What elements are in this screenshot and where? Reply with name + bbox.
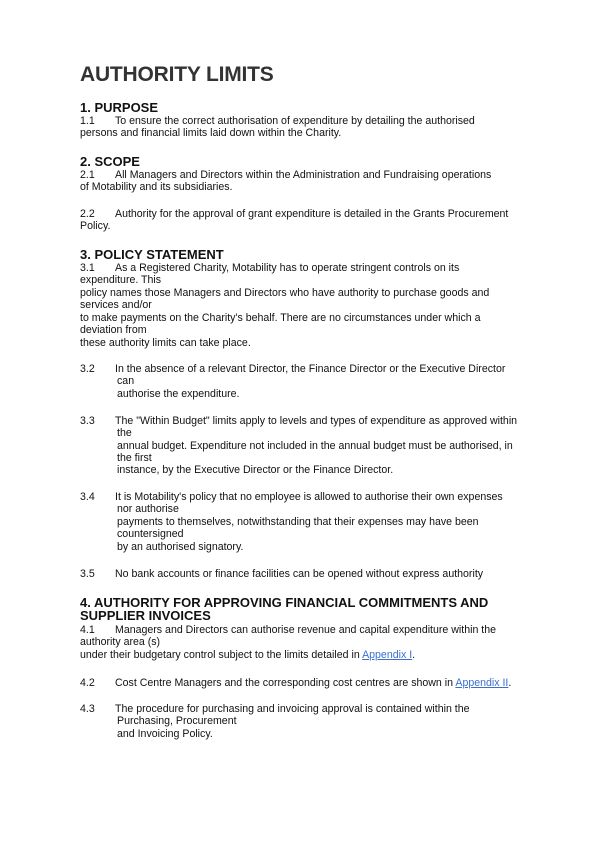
paragraph-2-1: 2.1 All Managers and Directors within the Administration and Fundraising operations	[80, 169, 492, 181]
paragraph-line: instance, by the Executive Director or the Finance Director.	[117, 464, 394, 476]
paragraph-2-2: 2.2 Authority for the approval of grant expenditure is detailed in the Grants Procurement	[80, 208, 509, 220]
paragraph-4-3: 4.3 The procedure for purchasing and invoicing approval is contained within the	[80, 703, 470, 715]
paragraph-4-2: 4.2 Cost Centre Managers and the corresponding cost centres are shown in Appendix II.	[80, 677, 512, 689]
paragraph-line: nor authorise	[117, 503, 179, 515]
paragraph-line: authority area (s)	[80, 636, 161, 648]
paragraph-3-3: 3.3 The "Within Budget" limits apply to levels and types of expenditure as approved within	[80, 415, 518, 427]
appendix-ii-link[interactable]: Appendix II	[455, 677, 509, 689]
paragraph-line: the first	[117, 452, 152, 464]
paragraph-line: deviation from	[80, 324, 147, 336]
appendix-i-link[interactable]: Appendix I	[362, 649, 413, 661]
paragraph-line: can	[117, 375, 135, 387]
paragraph-line: to make payments on the Charity's behalf. There are no circumstances under which a	[80, 312, 481, 324]
section-heading-authority-cont: SUPPLIER INVOICES	[80, 608, 211, 623]
section-heading-purpose: 1. PURPOSE	[80, 100, 159, 115]
section-heading-policy-statement: 3. POLICY STATEMENT	[80, 247, 224, 262]
paragraph-line: policy names those Managers and Directors who have authority to purchase goods and	[80, 287, 490, 299]
paragraph-line: under their budgetary control subject to the limits detailed in Appendix I.	[80, 649, 416, 661]
paragraph-line: annual budget. Expenditure not included in the annual budget must be authorised, in	[117, 440, 513, 452]
paragraph-line: and Invoicing Policy.	[117, 728, 213, 740]
paragraph-line: Policy.	[80, 220, 111, 232]
paragraph-3-2: 3.2 In the absence of a relevant Director, the Finance Director or the Executive Director	[80, 363, 506, 375]
paragraph-3-1: 3.1 As a Registered Charity, Motability has to operate stringent controls on its	[80, 262, 460, 274]
paragraph-line: Purchasing, Procurement	[117, 715, 237, 727]
page-title: AUTHORITY LIMITS	[80, 63, 274, 86]
paragraph-line: of Motability and its subsidiaries.	[80, 181, 233, 193]
section-heading-scope: 2. SCOPE	[80, 154, 140, 169]
section-heading-authority: 4. AUTHORITY FOR APPROVING FINANCIAL COMMITMENTS AND	[80, 595, 489, 610]
paragraph-line: persons and financial limits laid down within the Charity.	[80, 127, 342, 139]
paragraph-4-1: 4.1 Managers and Directors can authorise revenue and capital expenditure within the	[80, 624, 497, 636]
paragraph-1-1: 1.1 To ensure the correct authorisation of expenditure by detailing the authorised	[80, 115, 475, 127]
paragraph-line: the	[117, 427, 132, 439]
paragraph-line: countersigned	[117, 528, 184, 540]
paragraph-line: authorise the expenditure.	[117, 388, 240, 400]
paragraph-line: payments to themselves, notwithstanding that their expenses may have been	[117, 516, 479, 528]
paragraph-line: services and/or	[80, 299, 152, 311]
paragraph-line: by an authorised signatory.	[117, 541, 244, 553]
paragraph-line: expenditure. This	[80, 274, 162, 286]
paragraph-3-4: 3.4 It is Motability's policy that no employee is allowed to authorise their own expenses	[80, 491, 503, 503]
paragraph-3-5: 3.5 No bank accounts or finance facilities can be opened without express authority	[80, 568, 484, 580]
paragraph-line: these authority limits can take place.	[80, 337, 251, 349]
